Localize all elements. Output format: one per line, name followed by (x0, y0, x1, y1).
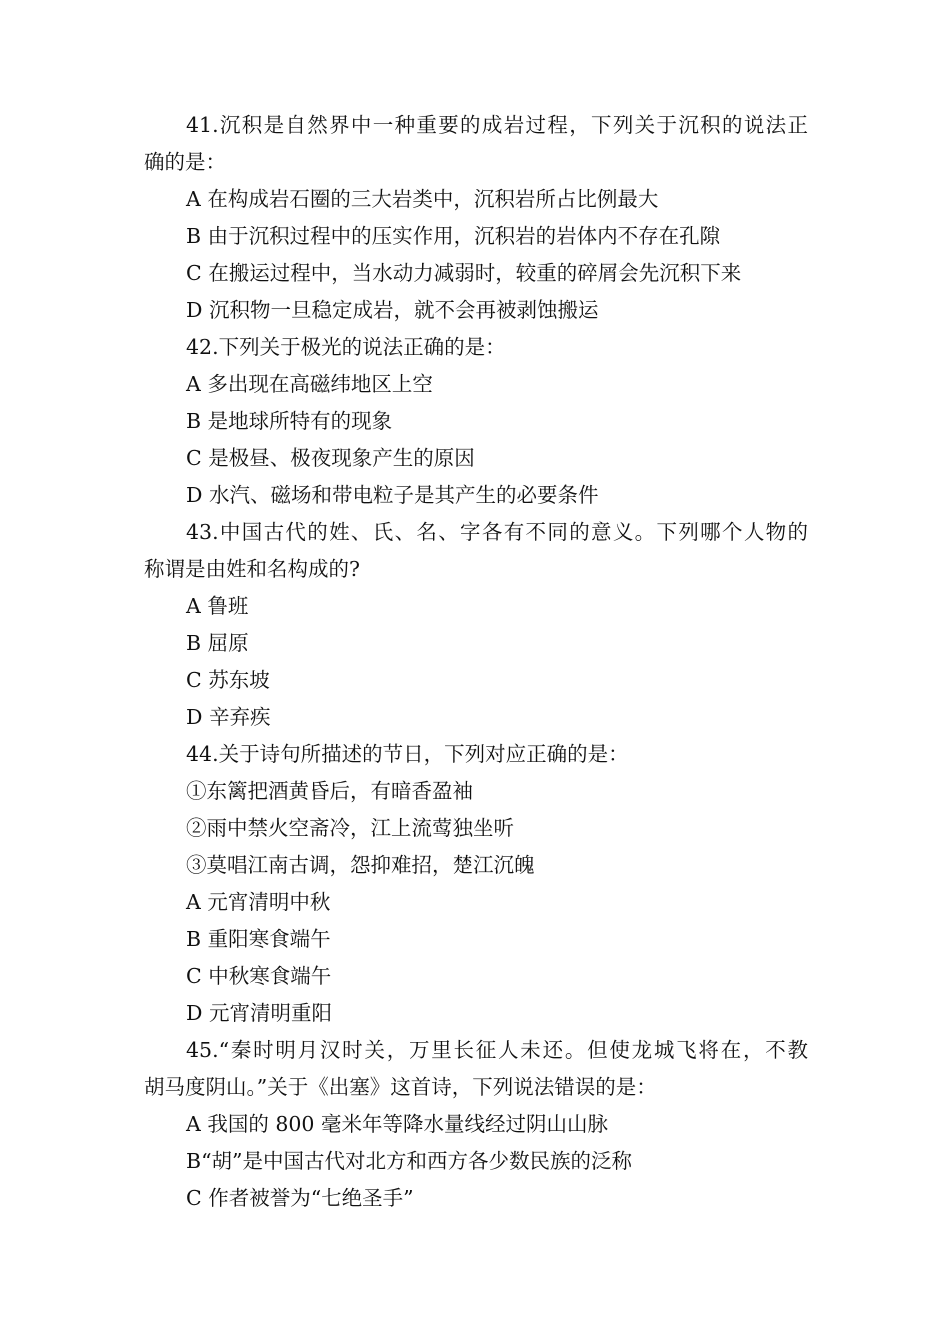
question-41-option-b: B 由于沉积过程中的压实作用，沉积岩的岩体内不存在孔隙 (186, 224, 721, 248)
question-43-stem-line-1: 43.中国古代的姓、氏、名、字各有不同的意义。下列哪个人物的 (186, 520, 808, 544)
question-41-stem-line-2: 确的是： (144, 150, 226, 174)
question-list (144, 107, 808, 1217)
question-44-stem: 44.关于诗句所描述的节日，下列对应正确的是： (186, 742, 629, 766)
question-43-option-b: B 屈原 (186, 631, 249, 655)
question-41-option-d: D 沉积物一旦稳定成岩，就不会再被剥蚀搬运 (186, 298, 599, 322)
question-42-option-b: B 是地球所特有的现象 (186, 409, 393, 433)
question-45-option-b: B“胡”是中国古代对北方和西方各少数民族的泛称 (186, 1149, 633, 1173)
question-43-option-a: A 鲁班 (186, 594, 249, 618)
question-44-poem-2: ②雨中禁火空斋冷，江上流莺独坐听 (186, 816, 514, 840)
question-45-option-a: A 我国的 800 毫米年等降水量线经过阴山山脉 (186, 1112, 608, 1136)
question-42-stem: 42.下列关于极光的说法正确的是： (186, 335, 506, 359)
question-42-option-a: A 多出现在高磁纬地区上空 (186, 372, 433, 396)
question-41-stem-line-1: 41.沉积是自然界中一种重要的成岩过程，下列关于沉积的说法正 (186, 113, 808, 137)
question-43-stem-line-2: 称谓是由姓和名构成的? (144, 557, 360, 581)
question-45-stem-line-2: 胡马度阴山。”关于《出塞》这首诗，下列说法错误的是： (144, 1075, 657, 1099)
question-44-option-b: B 重阳寒食端午 (186, 927, 331, 951)
question-44-poem-3: ③莫唱江南古调，怨抑难招，楚江沉魄 (186, 853, 535, 877)
question-43-option-d: D 辛弃疾 (186, 705, 271, 729)
question-41-option-a: A 在构成岩石圈的三大岩类中，沉积岩所占比例最大 (186, 187, 659, 211)
question-44-option-c: C 中秋寒食端午 (186, 964, 332, 988)
question-42-option-c: C 是极昼、极夜现象产生的原因 (186, 446, 475, 470)
question-41-option-c: C 在搬运过程中，当水动力减弱时，较重的碎屑会先沉积下来 (186, 261, 742, 285)
question-45-stem-line-1: 45.“秦时明月汉时关，万里长征人未还。但使龙城飞将在，不教 (186, 1038, 808, 1062)
question-42-option-d: D 水汽、磁场和带电粒子是其产生的必要条件 (186, 483, 599, 507)
question-43-option-c: C 苏东坡 (186, 668, 270, 692)
question-44-option-d: D 元宵清明重阳 (186, 1001, 332, 1025)
question-45-option-c: C 作者被誉为“七绝圣手” (186, 1186, 414, 1210)
question-44-poem-1: ①东篱把酒黄昏后，有暗香盈袖 (186, 779, 473, 803)
question-44-option-a: A 元宵清明中秋 (186, 890, 331, 914)
